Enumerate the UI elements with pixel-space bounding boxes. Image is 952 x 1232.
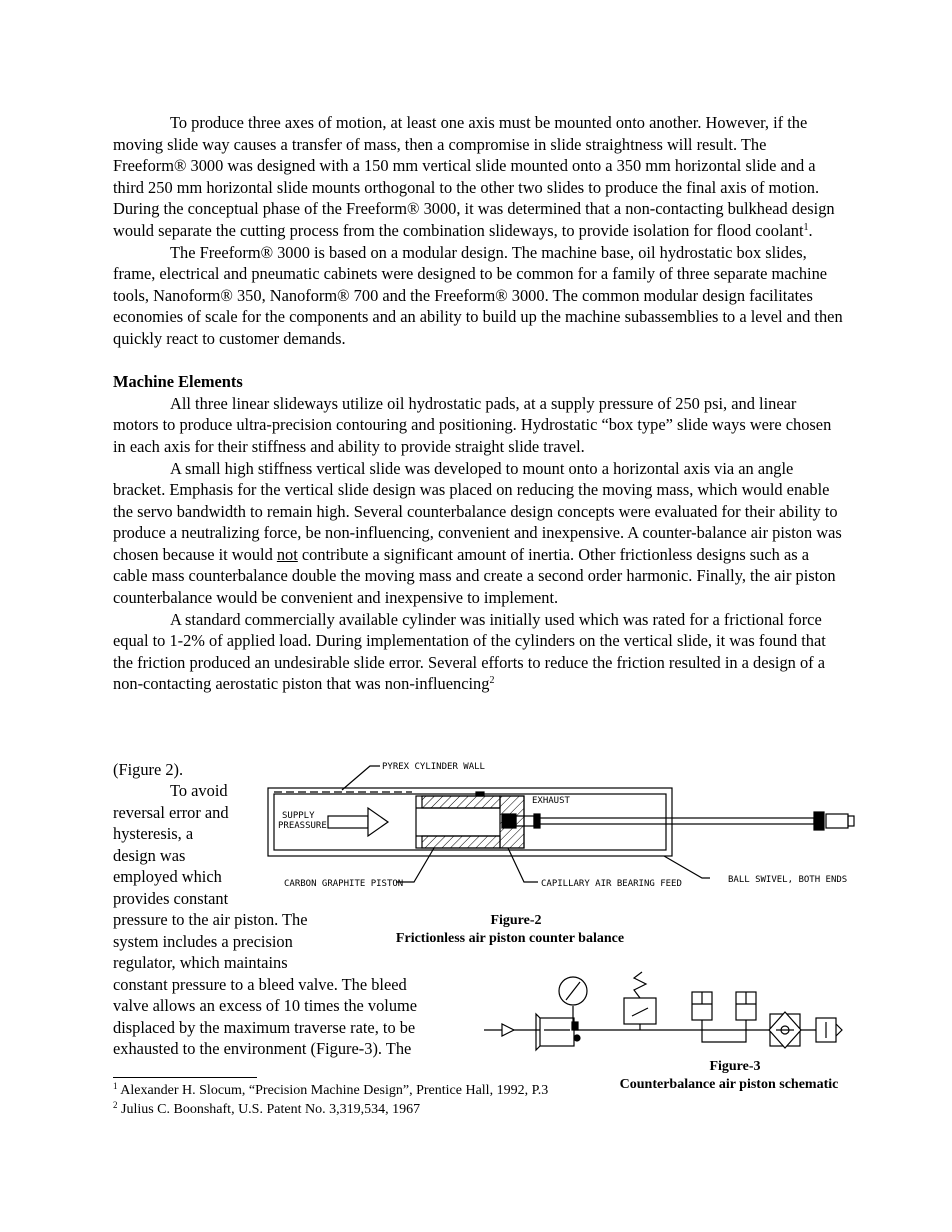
label-pyrex: PYREX CYLINDER WALL <box>382 762 485 772</box>
figure-2-piston-diagram <box>262 756 862 896</box>
leader-pyrex <box>342 766 380 790</box>
narrow-line: To avoid <box>170 781 228 800</box>
leader-swivel <box>664 856 710 878</box>
narrow-line: valve allows an excess of 10 times the volume <box>113 996 418 1015</box>
exhaust-arrow <box>836 1024 842 1036</box>
narrow-line: exhausted to the environment (Figure-3). The <box>113 1039 412 1058</box>
rod-swivel-right <box>814 812 824 830</box>
leader-piston <box>396 848 434 882</box>
narrow-line: reversal error and <box>113 803 229 822</box>
narrow-line: pressure to the air piston. The <box>113 910 308 929</box>
underlined-word: not <box>276 544 298 564</box>
rod-swivel-left <box>502 814 516 828</box>
narrow-line: constant pressure to a bleed valve. The bleed <box>113 975 407 994</box>
footnote-separator <box>113 1077 257 1078</box>
paragraph-1: To produce three axes of motion, at least one axis must be mounted onto another. However, if the moving slide way causes a transfer of mass, then a compromise in slide straightness will result. The Freeform® 3000 was designed with a 150 mm vertical slide mounted onto a 350 mm horizontal slide and a third 250 mm horizontal slide mounts orthogonal to the other two slides to produce the final axis of motion. During the conceptual phase of the Freeform® 3000, it was determined that a non-contacting bulkhead design would separate the cutting process from the combination slideways, to provide isolation for flood coolant$^1$. <box>113 113 835 240</box>
piston-rod <box>538 818 814 824</box>
bleed-valve <box>624 998 656 1024</box>
footnote-1: $^1$ Alexander H. Slocum, “Precision Machine Design”, Prentice Hall, 1992, P.3 <box>113 1082 549 1098</box>
cylinder-manifold <box>702 1020 746 1042</box>
narrow-line: displaced by the maximum traverse rate, to be <box>113 1018 416 1037</box>
label-piston: CARBON GRAPHITE PISTON <box>284 879 404 889</box>
leader-capillary <box>508 848 538 882</box>
narrow-line: regulator, which maintains <box>113 953 288 972</box>
label-swivel: BALL SWIVEL, BOTH ENDS <box>728 875 848 885</box>
figure-2-number: Figure-2 <box>490 913 542 928</box>
paragraph-3: All three linear slideways utilize oil hydrostatic pads, at a supply pressure of 250 psi, and linear motors to produce ultra-precision contouring and positioning. Hydrostatic “box type” slide ways were chosen in each axis for their stiffness and ability to provide straight slide travel. <box>113 393 832 456</box>
body-text-column <box>113 112 843 695</box>
narrow-line: design was <box>113 846 186 865</box>
label-supply: SUPPLY <box>282 811 315 821</box>
valve-spring <box>634 972 646 998</box>
narrow-line: employed which <box>113 867 222 886</box>
footnote-ref-2[interactable]: 2 <box>489 675 495 687</box>
narrow-line: system includes a precision <box>113 932 293 951</box>
source-arrow <box>502 1024 514 1036</box>
figure-3-number: Figure-3 <box>709 1059 761 1074</box>
label-pressure: PREASSURE <box>278 821 327 831</box>
narrow-line: provides constant <box>113 889 229 908</box>
narrow-line: hysteresis, a <box>113 824 194 843</box>
label-capillary: CAPILLARY AIR BEARING FEED <box>541 879 682 889</box>
paragraph-4: A small high stiffness vertical slide was developed to mount onto a horizontal axis via an angle bracket. Emphasis for the vertical slide design was placed on reducing the moving mass, which would enable the servo bandwidth to remain high. Several counterbalance design concepts were evaluated for their ability to produce a neutralizing force, be non-influencing, convenient and inexpensive. A counter-balance air piston was chosen because it would not contribute a significant amount of inertia. Other frictionless designs such as a cable mass counterbalance double the moving mass and create a second order harmonic. Finally, the air piston counterbalance would be convenient and inexpensive to implement. <box>113 458 842 608</box>
regulator <box>540 1018 574 1046</box>
paragraph-2: The Freeform® 3000 is based on a modular design. The machine base, oil hydrostatic box slides, frame, electrical and pneumatic cabinets were designed to be common for a family of three separate machine tools, Nanoform® 350, Nanoform® 700 and the Freeform® 3000. The common modular design facilitates economies of scale for the components and an ability to build up the machine subassemblies to a level and then quickly react to customer demands. <box>113 242 843 348</box>
figure-3-schematic <box>480 964 852 1056</box>
figure-2-caption: Frictionless air piston counter balance <box>395 931 625 946</box>
section-heading: Machine Elements <box>113 372 243 392</box>
footnote-ref-1[interactable]: 1 <box>803 221 809 233</box>
supply-arrow-shaft <box>328 816 368 828</box>
supply-arrow-head <box>368 808 388 836</box>
narrow-line: (Figure 2). <box>113 760 184 779</box>
paragraph-5: A standard commercially available cylinder was initially used which was rated for a frictional force equal to 1-2% of applied load. During implementation of the cylinders on the vertical slide, it was found that the friction produced an undesirable slide error. Several efforts to reduce the friction resulted in a design of a non-contacting aerostatic piston that was non-influencing$^2$ <box>113 609 826 694</box>
label-exhaust: EXHAUST <box>532 796 570 806</box>
figure-3-caption: Counterbalance air piston schematic <box>619 1077 839 1092</box>
footnote-2: $^2$ Julius C. Boonshaft, U.S. Patent No. 3,319,534, 1967 <box>113 1100 421 1117</box>
